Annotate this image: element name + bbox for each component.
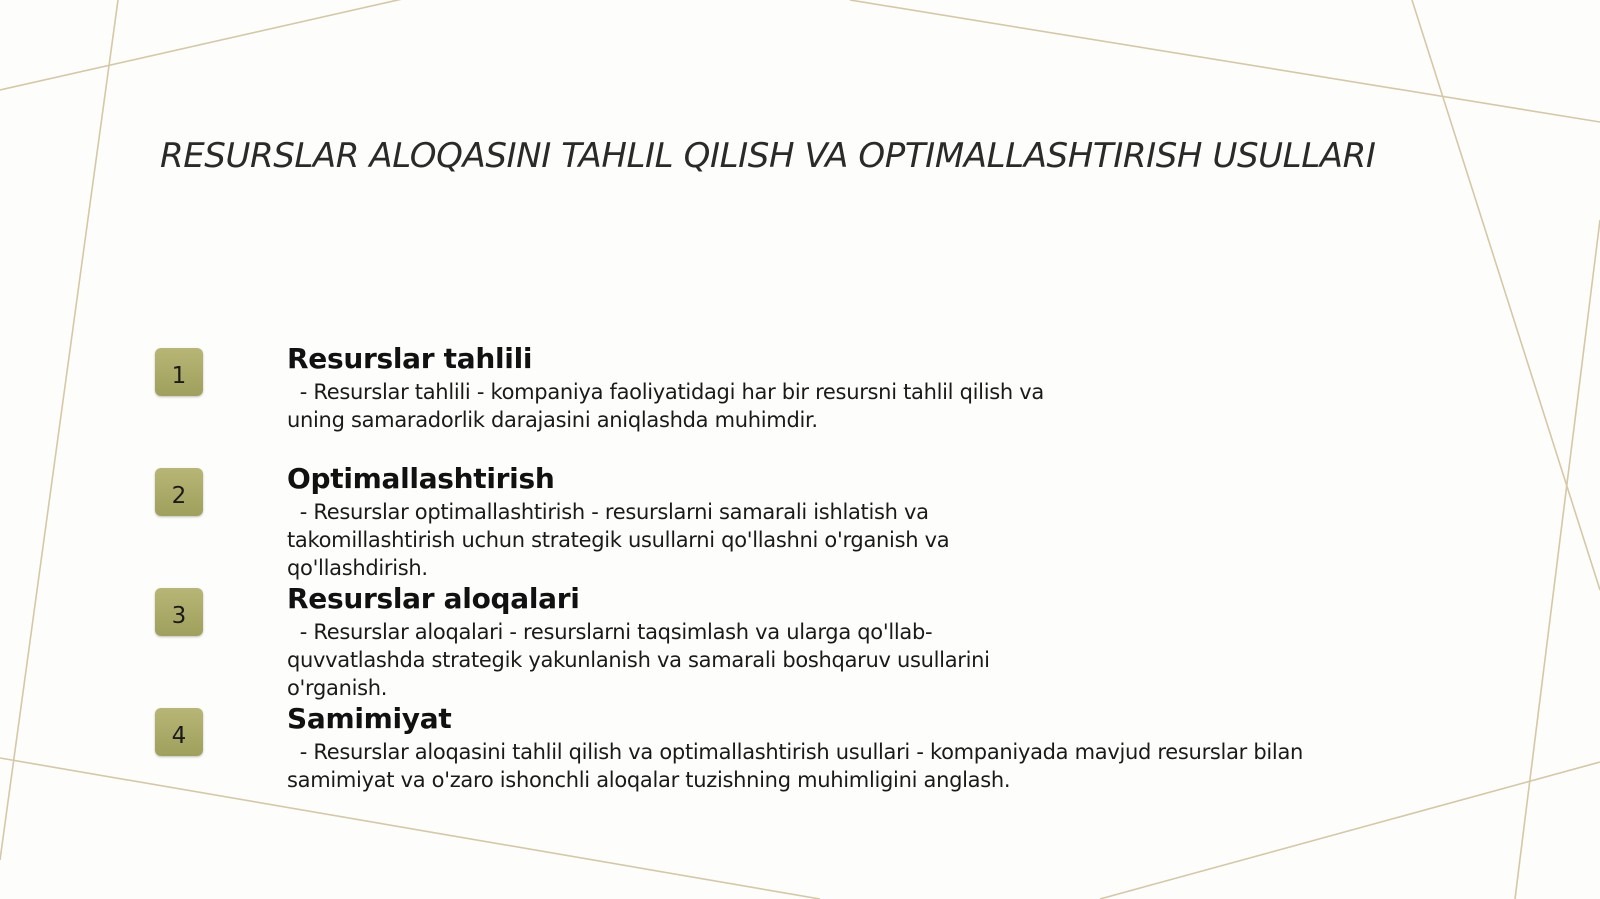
number-badge [155, 708, 203, 756]
item-description: - Resurslar optimallashtirish - resurslarni samarali ishlatish va takomillashtirish uchun strategik usullarni qo'llashni o'rganish va qo'llashdirish. [287, 500, 950, 580]
bg-line [850, 0, 1600, 122]
item-description: - Resurslar aloqasini tahlil qilish va optimallashtirish usullari - kompaniyada mavjud resurslar bilan samimiyat va o'zaro ishonchli aloqalar tuzishning muhimligini anglash. [287, 740, 1304, 792]
item-heading: Resurslar aloqalari [287, 582, 580, 615]
bg-line [0, 0, 118, 860]
item-description: - Resurslar tahlili - kompaniya faoliyatidagi har bir resursni tahlil qilish va uning samaradorlik darajasini aniqlashda muhimdir. [287, 380, 1044, 432]
bg-line [1412, 0, 1600, 590]
item-heading: Samimiyat [287, 702, 452, 735]
number-badge [155, 588, 203, 636]
bg-line [1515, 220, 1600, 899]
badge-number: 2 [171, 483, 187, 509]
item-heading: Resurslar tahlili [287, 342, 533, 375]
slide-title: RESURSLAR ALOQASINI TAHLIL QILISH VA OPTIMALLASHTIRISH USULLARI [160, 136, 1376, 176]
item-description: - Resurslar aloqalari - resurslarni taqsimlash va ularga qo'llab- quvvatlashda strategik yakunlanish va samarali boshqaruv usullarini o'rganish. [287, 620, 990, 700]
bg-line [0, 0, 420, 90]
badge-number: 1 [171, 363, 187, 389]
badge-number: 3 [171, 603, 187, 629]
item-heading: Optimallashtirish [287, 462, 555, 495]
badge-number: 4 [171, 723, 187, 749]
number-badge [155, 348, 203, 396]
number-badge [155, 468, 203, 516]
